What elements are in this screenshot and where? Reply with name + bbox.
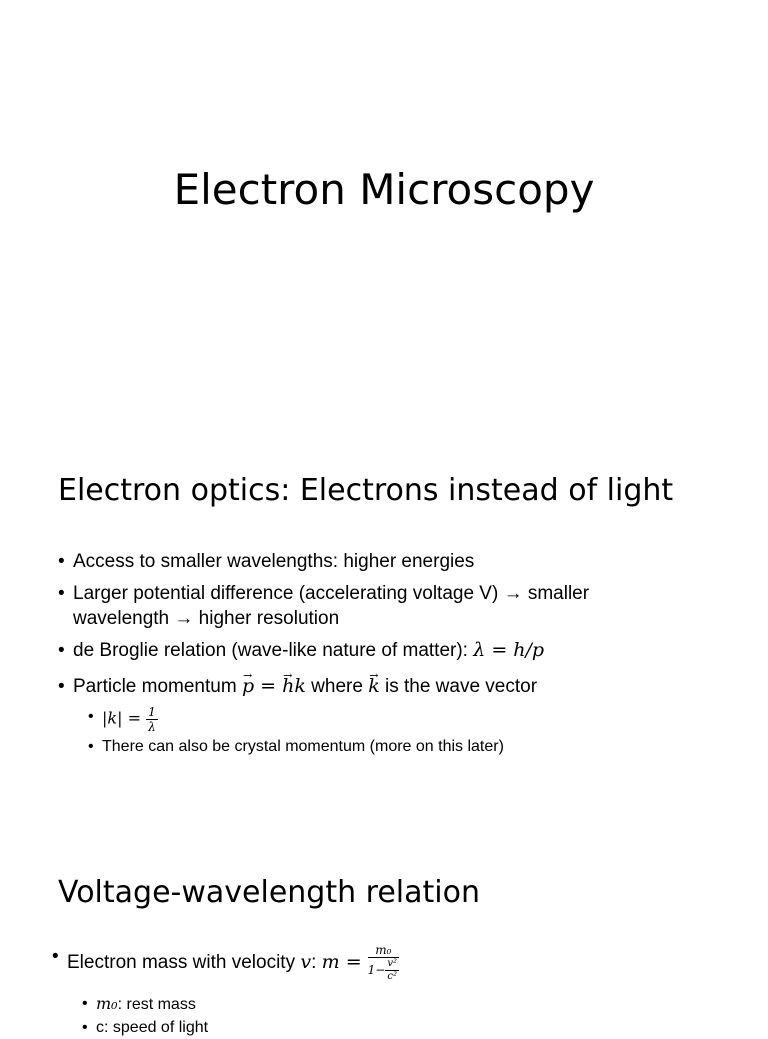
bullet-dot: •: [88, 708, 94, 725]
fraction-numerator: m₀: [368, 944, 399, 958]
mass-lhs: m =: [321, 951, 368, 974]
bullet-potential-difference: [58, 581, 718, 631]
bullet-dot: •: [58, 676, 65, 697]
subbullet-rest-mass: [82, 993, 722, 1016]
slide-title-electron-microscopy: Electron Microscopy: [173, 165, 595, 214]
de-broglie-text: de Broglie relation (wave-like nature of matter):: [73, 640, 474, 661]
bullet-particle-momentum: [58, 674, 718, 699]
subbullet-text: There can also be crystal momentum (more on this later): [102, 738, 504, 755]
bullet-dot: •: [58, 640, 65, 661]
bullet-text: Access to smaller wavelengths: higher energies: [73, 551, 475, 572]
momentum-hk: → hk: [282, 674, 306, 699]
bullet-dot: •: [58, 551, 65, 572]
bullet-electron-mass: [52, 944, 712, 982]
subbullet-speed-of-light: [82, 1017, 722, 1039]
momentum-equals: =: [254, 675, 283, 697]
v-squared: v²: [387, 958, 398, 969]
relativistic-mass-fraction: [368, 944, 399, 982]
rest-mass-text: : rest mass: [117, 996, 196, 1013]
fraction-numerator: 1: [148, 705, 156, 719]
bullet-dot: •: [82, 995, 88, 1012]
bullet-dot: •: [88, 738, 94, 755]
momentum-pre: Particle momentum: [73, 676, 242, 697]
subbullet-k-magnitude: [88, 706, 728, 733]
bullet-text-line2: wavelength → higher resolution: [73, 608, 340, 629]
one-over-lambda-fraction: [146, 706, 158, 733]
subbullet-text: [96, 993, 722, 1016]
subbullet-text: [102, 706, 728, 733]
de-broglie-equation: λ = h/p: [473, 639, 545, 661]
bullet-dot: •: [58, 583, 65, 604]
velocity-symbol: v: [300, 951, 312, 974]
mass-pre: Electron mass with velocity: [67, 952, 301, 974]
momentum-post: is the wave vector: [379, 676, 538, 697]
subbullet-crystal-momentum: [88, 736, 728, 758]
rest-mass-symbol: m₀: [96, 994, 118, 1013]
bullet-text: [73, 674, 718, 699]
fraction-denominator: [368, 958, 399, 982]
subbullet-text: c: speed of light: [96, 1019, 209, 1036]
momentum-k-vector: → k: [368, 674, 380, 699]
c-squared: c²: [387, 971, 398, 982]
bullet-dot: •: [82, 1019, 88, 1036]
bullet-wavelengths: [58, 549, 718, 574]
fraction-denominator: λ: [148, 720, 156, 734]
den-pre: 1−: [367, 963, 386, 977]
bullet-text: [67, 944, 712, 982]
bullet-dot: •: [52, 946, 59, 967]
momentum-p-vector: → p: [242, 674, 254, 699]
v-over-c-fraction: [385, 959, 399, 982]
mass-colon: :: [311, 952, 322, 974]
momentum-mid: where: [305, 676, 369, 697]
bullet-text: [73, 638, 718, 663]
bullet-text-line1: Larger potential difference (accelerating voltage V) → smaller: [73, 583, 590, 604]
slide2-heading: Electron optics: Electrons instead of light: [58, 473, 674, 508]
k-magnitude-lhs: |k| =: [102, 708, 147, 728]
slide3-heading: Voltage-wavelength relation: [58, 875, 480, 910]
bullet-de-broglie: [58, 638, 718, 663]
